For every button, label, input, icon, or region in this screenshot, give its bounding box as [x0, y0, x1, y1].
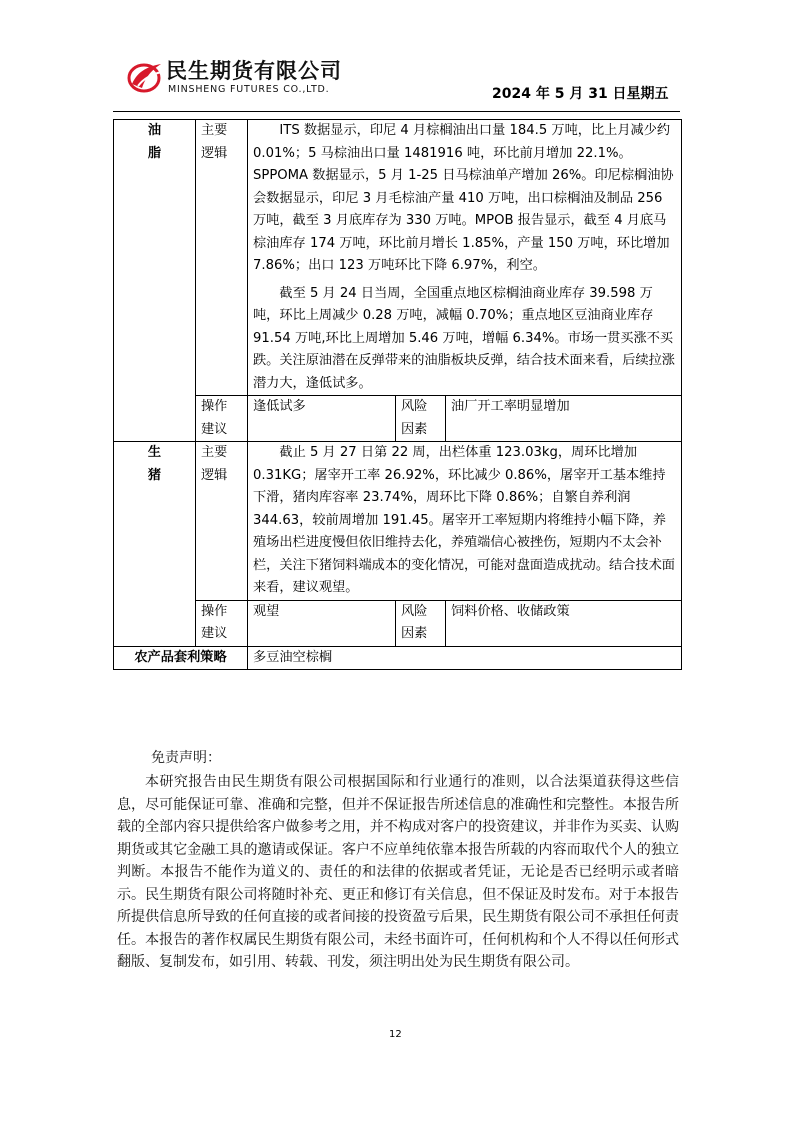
oils-risk-value: 油厂开工率明显增加	[446, 396, 682, 442]
hogs-logic-content	[248, 442, 682, 601]
oils-logic-paragraph: ITS 数据显示，印尼 4 月棕榈油出口量 184.5 万吨，比上月减少约 0.01%；5 马棕油出口量 1481916 吨，环比前月增加 22.1%。SPPOMA 数据显示，5 月 1-25 日马棕油单产增加 26%。印尼棕榈油协会数据显示，印尼 3 月毛棕油产量 410 万吨，出口棕榈油及制品 256 万吨，截至 3 月底库存为 330 万吨。MPOB 报告显示，截至 4 月底马棕油库存 174 万吨，环比前月增长 1.85%，产量 150 万吨，环比增加 7.86%；出口 123 万吨环比下降 6.97%，利空。	[253, 123, 674, 273]
hogs-logic-row	[114, 442, 682, 601]
hogs-operation-row	[114, 600, 682, 646]
hogs-logic-paragraph: 截止 5 月 27 日第 22 周，出栏体重 123.03kg，周环比增加 0.31KG；屠宰开工率 26.92%，环比减少 0.86%，屠宰开工基本维持下滑，猪肉库容率 23.74%，周环比下降 0.86%；自繁自养利润 344.63，较前周增加 191.45。屠宰开工率短期内将维持小幅下降，养殖场出栏进度慢但依旧维持去化，养殖端信心被挫伤，短期内不太会补栏，关注下猪饲料端成本的变化情况，可能对盘面造成扰动。结合技术面来看，建议观望。	[253, 445, 675, 595]
hogs-logic-label: 主要 逻辑	[196, 442, 248, 601]
oils-operation-value: 逢低试多	[248, 396, 396, 442]
hogs-operation-value: 观望	[248, 600, 396, 646]
arbitrage-label: 农产品套利策略	[114, 646, 248, 670]
hogs-risk-value: 饲料价格、收储政策	[446, 600, 682, 646]
company-name-cn: 民生期货有限公司	[166, 59, 342, 83]
disclaimer-body: 本研究报告由民生期货有限公司根据国际和行业通行的准则，以合法渠道获得这些信息，尽可能保证可靠、准确和完整，但并不保证报告所述信息的准确性和完整性。本报告所载的全部内容只提供给客户做参考之用，并不构成对客户的投资建议，并非作为买卖、认购期货或其它金融工具的邀请或保证。客户不应单纯依靠本报告所载的内容而取代个人的独立判断。本报告不能作为道义的、责任的和法律的依据或者凭证，无论是否已经明示或者暗示。民生期货有限公司将随时补充、更正和修订有关信息，但不保证及时发布。对于本报告所提供信息所导致的任何直接的或者间接的投资盈亏后果，民生期货有限公司不承担任何责任。本报告的著作权属民生期货有限公司，未经书面许可，任何机构和个人不得以任何形式翻版、复制发布，如引用、转载、刊发，须注明出处为民生期货有限公司。	[117, 774, 679, 970]
arbitrage-value: 多豆油空棕榈	[248, 646, 682, 670]
strategy-table	[113, 119, 682, 670]
company-name-en: MINSHENG FUTURES CO.,LTD.	[168, 84, 330, 95]
header-divider	[113, 111, 680, 112]
hogs-operation-label: 操作 建议	[196, 600, 248, 646]
company-logo	[126, 54, 366, 100]
minsheng-logo-icon	[126, 58, 164, 96]
arbitrage-row	[114, 646, 682, 670]
disclaimer-title: 免责声明：	[151, 750, 221, 766]
oils-operation-row	[114, 396, 682, 442]
category-oils: 油 脂	[114, 120, 196, 442]
oils-logic-content	[248, 120, 682, 396]
page-number: 12	[389, 1029, 402, 1040]
category-hogs: 生 猪	[114, 442, 196, 647]
oils-risk-label: 风险 因素	[396, 396, 446, 442]
oils-logic-row	[114, 120, 682, 396]
hogs-risk-label: 风险 因素	[396, 600, 446, 646]
report-date: 2024 年 5 月 31 日星期五	[492, 86, 669, 102]
oils-logic-paragraph: 截至 5 月 24 日当周，全国重点地区棕榈油商业库存 39.598 万吨，环比上周减少 0.28 万吨，减幅 0.70%；重点地区豆油商业库存 91.54 万吨,环比上周增加 5.46 万吨，增幅 6.34%。市场一贯买涨不买跌。关注原油潜在反弹带来的油脂板块反弹，结合技术面来看，后续拉涨潜力大，逢低试多。	[253, 285, 675, 391]
oils-operation-label: 操作 建议	[196, 396, 248, 442]
oils-logic-label: 主要 逻辑	[196, 120, 248, 396]
